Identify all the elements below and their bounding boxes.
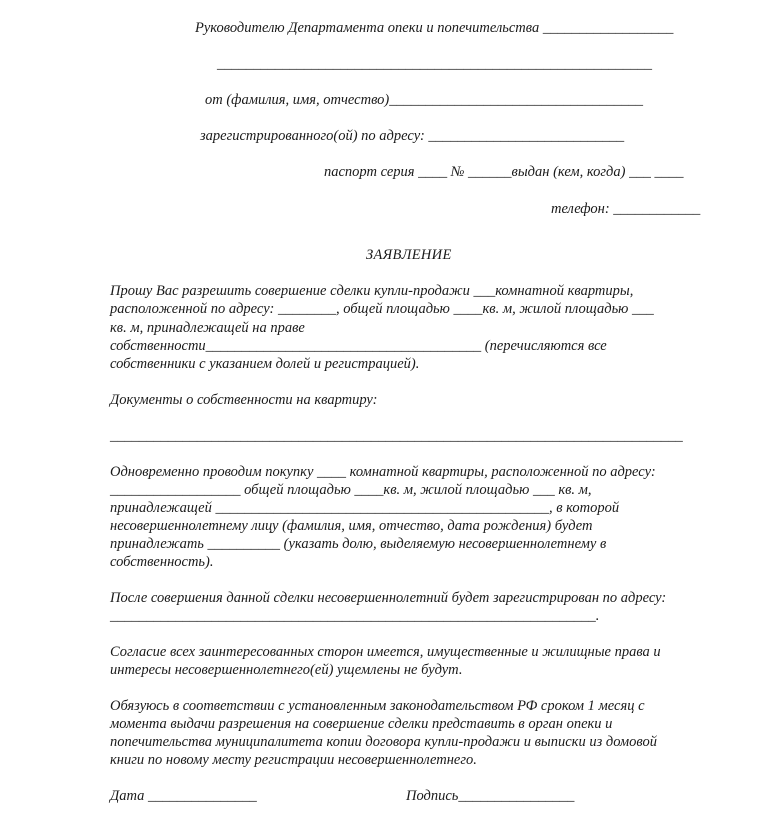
- paragraph-5-line: момента выдачи разрешения на совершение сделки представить в орган опеки и: [110, 716, 613, 732]
- paragraph-2-line: принадлежать __________ (указать долю, выделяемую несовершеннолетнему в: [110, 536, 607, 552]
- paragraph-1-line: собственники с указанием долей и регистрацией).: [110, 356, 420, 372]
- paragraph-1-line: кв. м, принадлежащей на праве: [110, 320, 305, 336]
- date-field: Дата _______________: [110, 788, 257, 804]
- paragraph-1-line: Прошу Вас разрешить совершение сделки купли-продажи ___комнатной квартиры,: [110, 283, 634, 299]
- paragraph-5-line: Обязуюсь в соответствии с установленным законодательством РФ сроком 1 месяц с: [110, 698, 645, 714]
- registered-address-line: зарегистрированного(ой) по адресу: ___________________________: [200, 128, 625, 144]
- paragraph-2-line: собственность).: [110, 554, 214, 570]
- paragraph-4-line: Согласие всех заинтересованных сторон имеется, имущественные и жилищные права и: [110, 644, 661, 660]
- paragraph-1-line: расположенной по адресу: ________, общей площадью ____кв. м, жилой площадью ___: [110, 301, 654, 317]
- paragraph-2-line: несовершеннолетнему лицу (фамилия, имя, отчество, дата рождения) будет: [110, 518, 593, 534]
- addressee-line: Руководителю Департамента опеки и попечительства __________________: [195, 20, 674, 36]
- paragraph-1-line: собственности______________________________________ (перечисляются все: [110, 338, 607, 354]
- addressee-blank-line: ____________________________________________________________: [217, 56, 652, 72]
- paragraph-5-line: попечительства муниципалитета копии договора купли-продажи и выписки из домовой: [110, 734, 658, 750]
- signature-field: Подпись________________: [406, 788, 575, 804]
- documents-label: Документы о собственности на квартиру:: [110, 392, 378, 408]
- paragraph-2-line: принадлежащей ______________________________________________, в которой: [110, 500, 620, 516]
- phone-line: телефон: ____________: [551, 201, 701, 217]
- paragraph-4-line: интересы несовершеннолетнего(ей) ущемлены не будут.: [110, 662, 463, 678]
- passport-line: паспорт серия ____ № ______выдан (кем, когда) ___ ____: [324, 164, 684, 180]
- paragraph-2-line: Одновременно проводим покупку ____ комнатной квартиры, расположенной по адресу:: [110, 464, 656, 480]
- from-line: от (фамилия, имя, отчество)___________________________________: [205, 92, 644, 108]
- paragraph-3-line: ___________________________________________________________________.: [110, 608, 600, 624]
- document-title: ЗАЯВЛЕНИЕ: [366, 247, 452, 263]
- paragraph-5-line: книги по новому месту регистрации несовершеннолетнего.: [110, 752, 477, 768]
- paragraph-2-line: __________________ общей площадью ____кв. м, жилой площадью ___ кв. м,: [110, 482, 592, 498]
- paragraph-3-line: После совершения данной сделки несовершеннолетний будет зарегистрирован по адресу:: [110, 590, 667, 606]
- documents-blank-line: _______________________________________________________________________________: [110, 428, 683, 444]
